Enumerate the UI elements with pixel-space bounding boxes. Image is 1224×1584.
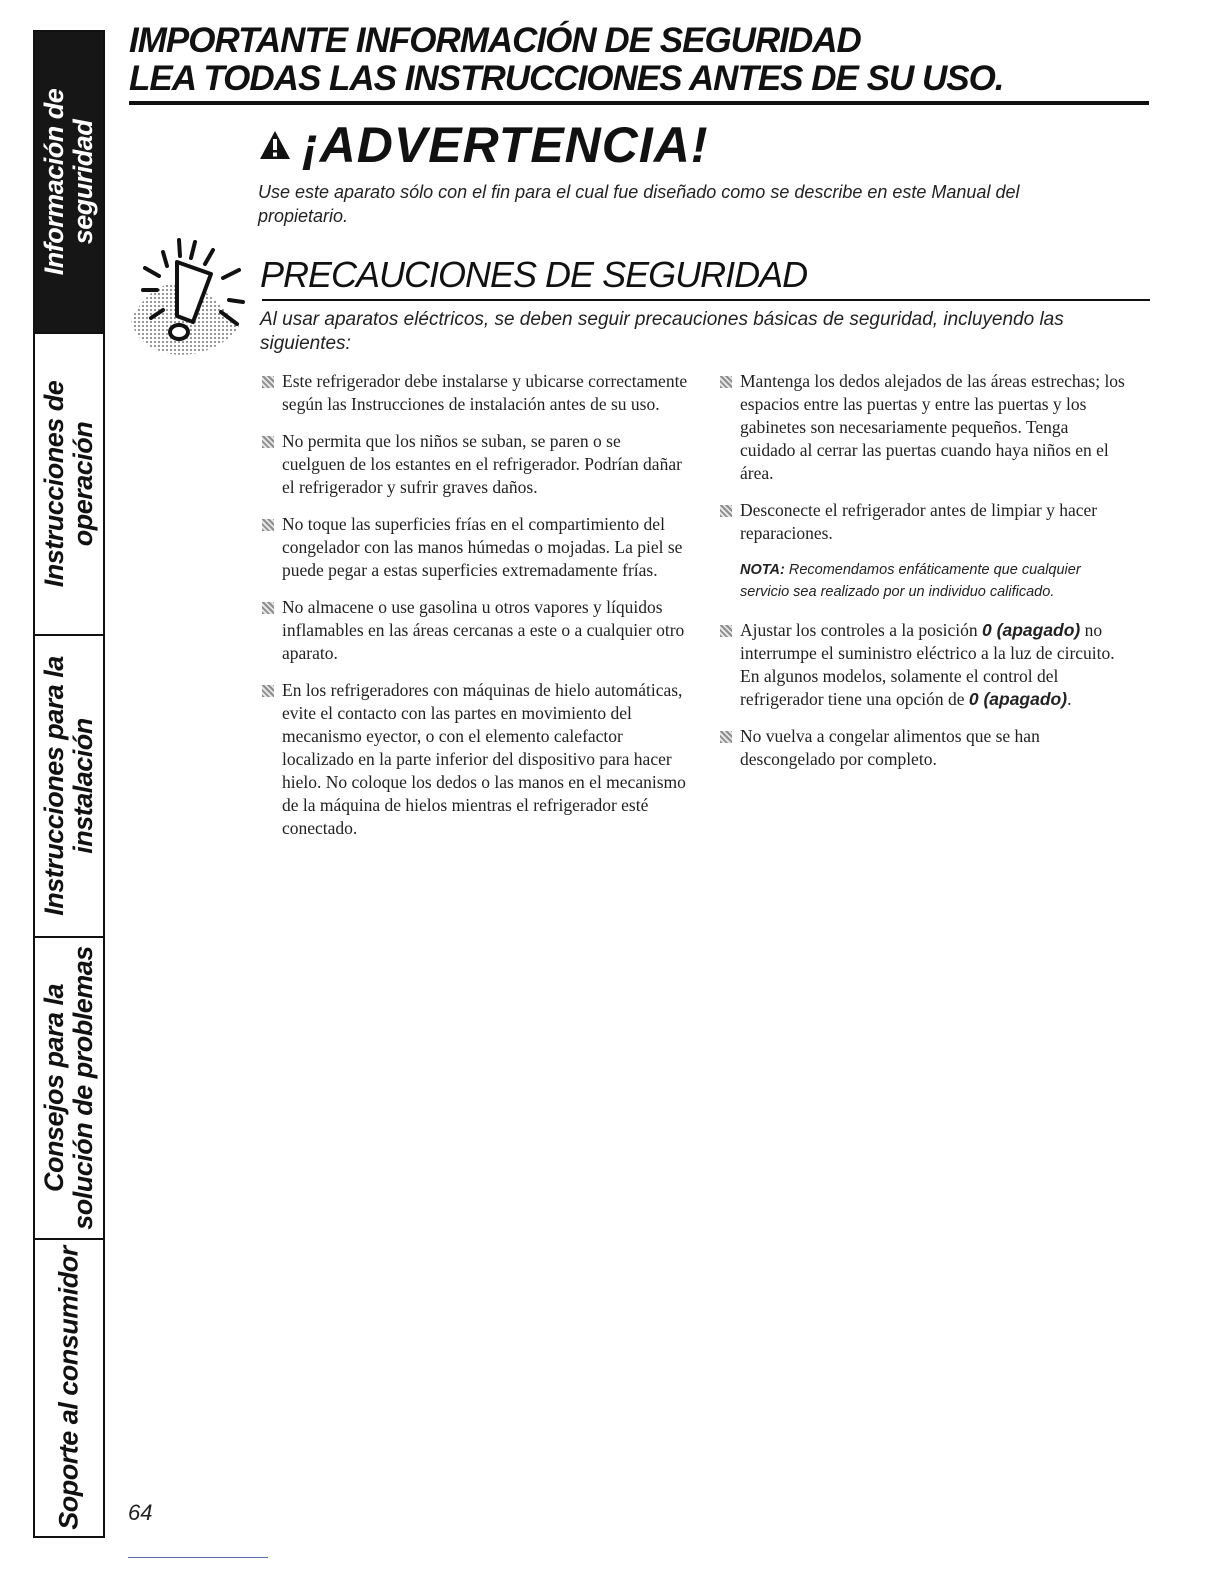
bullet-square-icon <box>720 731 732 743</box>
list-item <box>258 596 688 665</box>
list-item-text: Ajustar los controles a la posición <box>740 620 978 640</box>
bullet-square-icon <box>720 625 732 637</box>
note-label: NOTA: <box>740 562 785 578</box>
tab-label-line2: solución de problemas <box>68 946 98 1230</box>
tab-label-line2: seguridad <box>68 119 98 245</box>
service-note <box>740 559 1126 603</box>
list-item <box>716 619 1126 711</box>
header-divider <box>129 101 1149 105</box>
tab-label-line1: Información de <box>39 88 69 276</box>
page-title-line2: LEA TODAS LAS INSTRUCCIONES ANTES DE SU USO. <box>129 59 1004 98</box>
list-item <box>258 679 688 840</box>
list-item-text: No toque las superficies frías en el compartimiento del congelador con las manos húmedas o mojadas. La piel se puede pegar a estas superficies extremadamente frías. <box>282 514 683 580</box>
tab-label <box>40 946 98 1230</box>
tab-label <box>40 656 98 916</box>
list-item <box>258 430 688 499</box>
exclamation-alert-icon <box>117 228 257 358</box>
tab-instrucciones-instalacion[interactable] <box>35 636 103 938</box>
bullet-square-icon <box>720 505 732 517</box>
list-item-text: . <box>1067 689 1072 709</box>
list-item-text: no interrumpe el suministro eléctrico a la luz de circuito. En algunos modelos, solamente el control del refrigerador tiene una opción de <box>740 620 1115 709</box>
list-item <box>716 499 1126 545</box>
tab-soporte-consumidor[interactable] <box>35 1240 103 1536</box>
precautions-intro: Al usar aparatos eléctricos, se deben seguir precauciones básicas de seguridad, incluyendo las siguientes: <box>260 309 1064 354</box>
tab-label <box>55 1246 84 1530</box>
precautions-divider <box>262 299 1150 301</box>
note-text: Recomendamos enfáticamente que cualquier servicio sea realizado por un individuo calificado. <box>740 562 1081 600</box>
bullet-square-icon <box>262 376 274 388</box>
warning-text: Use este aparato sólo con el fin para el cual fue diseñado como se describe en este Manual del propietario. <box>258 182 1020 226</box>
tab-instrucciones-operacion[interactable] <box>35 334 103 636</box>
bullet-square-icon <box>262 436 274 448</box>
list-item-text: No vuelva a congelar alimentos que se han descongelado por completo. <box>740 726 1040 769</box>
tab-label <box>40 89 98 276</box>
list-item-text: No almacene o use gasolina u otros vapores y líquidos inflamables en las áreas cercanas a este o a cualquier otro aparato. <box>282 597 685 663</box>
warning-title: ¡ADVERTENCIA! <box>302 117 709 173</box>
tab-label-line1: Instrucciones para la <box>39 656 69 916</box>
tab-solucion-problemas[interactable] <box>35 938 103 1240</box>
page-title-line1: IMPORTANTE INFORMACIÓN DE SEGURIDAD <box>129 21 861 60</box>
page-title <box>129 22 1004 98</box>
tab-label-line1: Instrucciones de <box>39 380 69 588</box>
warning-heading <box>258 116 709 174</box>
tab-label-line2: operación <box>68 421 98 547</box>
list-item <box>716 370 1126 485</box>
list-item <box>258 513 688 582</box>
list-item <box>716 725 1126 771</box>
footer-divider <box>128 1557 268 1558</box>
bullet-square-icon <box>720 376 732 388</box>
tab-label-line1: Soporte al consumidor <box>53 1246 84 1530</box>
list-item-text: Desconecte el refrigerador antes de limpiar y hacer reparaciones. <box>740 500 1098 543</box>
list-item <box>258 370 688 416</box>
tab-informacion-seguridad[interactable] <box>35 32 103 334</box>
tab-label <box>40 381 98 588</box>
off-position-label: 0 (apagado) <box>982 620 1081 640</box>
warning-triangle-icon <box>258 128 292 162</box>
list-item-text: En los refrigeradores con máquinas de hielo automáticas, evite el contacto con las partes en movimiento del mecanismo eyector, o con el elemento calefactor localizado en la parte inferior del dispositivo para hacer hielo. No coloque los dedos o las manos en el mecanismo de la máquina de hielos mientras el refrigerador esté conectado. <box>282 680 686 838</box>
bullet-square-icon <box>262 519 274 531</box>
right-column <box>716 370 1126 785</box>
sidebar-tabs <box>33 30 105 1538</box>
tab-label-line2: instalación <box>68 718 98 854</box>
off-position-label: 0 (apagado) <box>968 689 1068 709</box>
list-item-text: No permita que los niños se suban, se paren o se cuelguen de los estantes en el refrigerador. Podrían dañar el refrigerador y sufrir graves daños. <box>282 431 682 497</box>
left-column <box>258 370 688 854</box>
bullet-square-icon <box>262 685 274 697</box>
precautions-title: PRECAUCIONES DE SEGURIDAD <box>260 254 808 295</box>
page-number: 64 <box>128 1500 153 1525</box>
list-item-text: Este refrigerador debe instalarse y ubicarse correctamente según las Instrucciones de instalación antes de su uso. <box>282 371 688 414</box>
bullet-square-icon <box>262 602 274 614</box>
list-item-text: Mantenga los dedos alejados de las áreas estrechas; los espacios entre las puertas y entre las puertas y los gabinetes son necesariamente pequeños. Tenga cuidado al cerrar las puertas cuando haya niños en el área. <box>740 371 1125 483</box>
tab-label-line1: Consejos para la <box>39 983 69 1193</box>
